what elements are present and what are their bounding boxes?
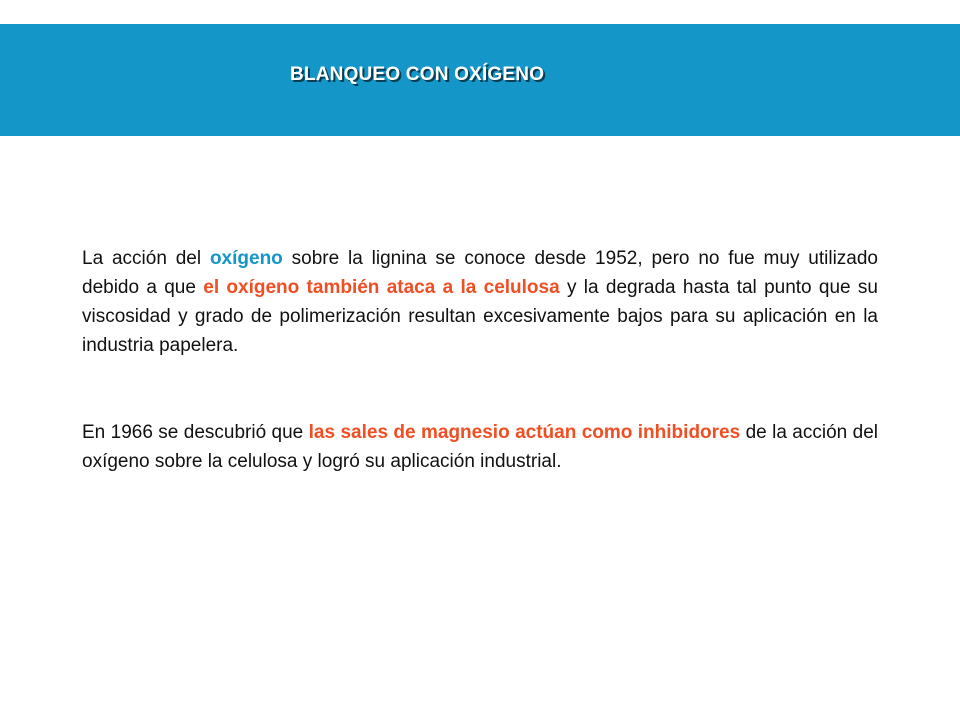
paragraph-lignin-oxygen — [82, 244, 878, 360]
paragraph2-text-1: En 1966 se descubrió que — [82, 422, 309, 443]
paragraph1-text-1: La acción del — [82, 248, 210, 269]
paragraph1-highlight-cellulose: el oxígeno también ataca a la celulosa — [203, 277, 560, 298]
paragraph1-highlight-oxygen: oxígeno — [209, 248, 283, 269]
paragraph1-text-2: sobre la lignina se conoce desde 1952, pero no fue muy utilizado debido a que — [82, 248, 879, 298]
paragraph2-highlight-magnesium: las sales de magnesio actúan como inhibidores — [308, 422, 741, 443]
slide-title: BLANQUEO CON OXÍGENO — [290, 64, 545, 85]
paragraph1-text-3: y la degrada hasta tal punto que su viscosidad y grado de polimerización resultan excesivamente bajos para su aplicación en la industria papelera. — [82, 277, 878, 356]
title-band — [0, 24, 960, 136]
paragraph2-text-2: de la acción del oxígeno sobre la celulosa y logró su aplicación industrial. — [82, 422, 878, 472]
paragraph-magnesium-salts — [82, 418, 878, 476]
